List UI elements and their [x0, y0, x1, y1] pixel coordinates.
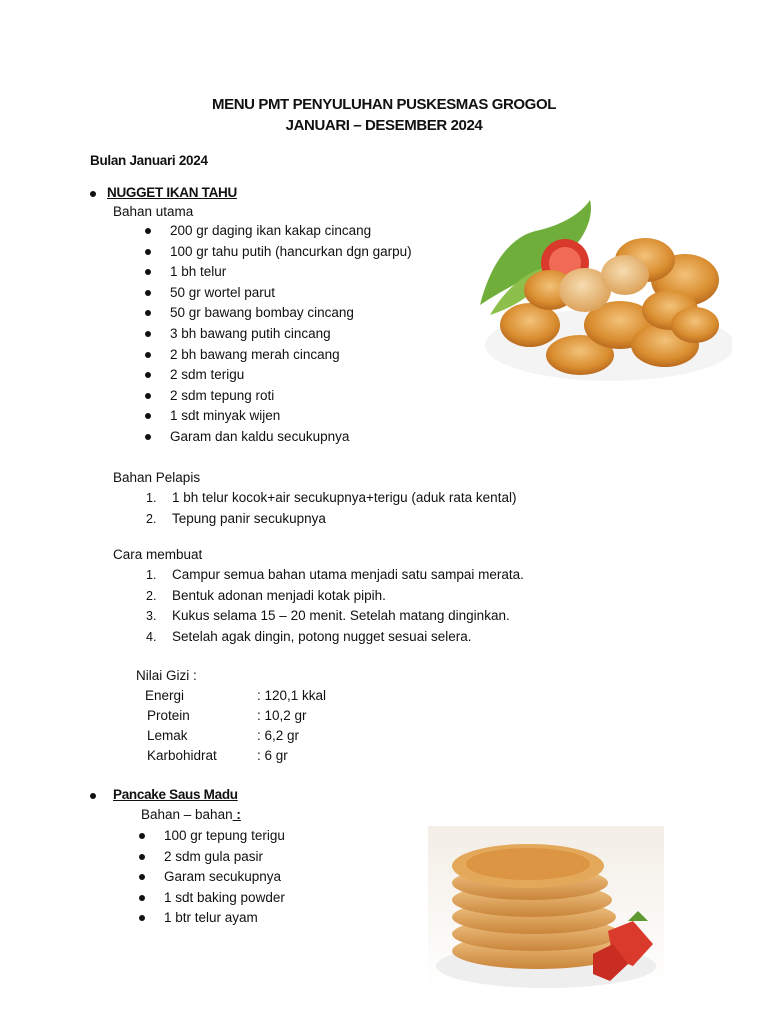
list-item: 2. Tepung panir secukupnya	[146, 510, 326, 526]
pancake-photo	[428, 826, 664, 989]
recipe1-main-label: Bahan utama	[113, 204, 194, 219]
doc-title-line1: MENU PMT PENYULUHAN PUSKESMAS GROGOL	[212, 96, 556, 113]
bullet-dot-icon	[145, 434, 151, 440]
nutrition-value: : 10,2 gr	[257, 708, 307, 723]
bullet-dot-icon	[145, 269, 151, 275]
list-item: 1 sdt baking powder	[164, 888, 285, 909]
nutrition-name: Energi	[145, 688, 185, 703]
nutrition-name: Karbohidrat	[147, 748, 217, 763]
bullet-dot-icon	[145, 310, 151, 316]
nutrition-value: : 6 gr	[257, 748, 288, 763]
list-item: 2 sdm terigu	[170, 365, 412, 386]
list-item: 50 gr wortel parut	[170, 283, 412, 304]
bullet-dot-icon	[145, 413, 151, 419]
list-item: 1 bh telur	[170, 262, 412, 283]
recipe2-name: Pancake Saus Madu	[113, 787, 238, 802]
list-item: 3. Kukus selama 15 – 20 menit. Setelah matang dinginkan.	[146, 608, 510, 624]
list-item: 1. Campur semua bahan utama menjadi satu sampai merata.	[146, 567, 524, 582]
list-item: 200 gr daging ikan kakap cincang	[170, 221, 412, 242]
bullet-dot-icon	[145, 393, 151, 399]
bullet-dot-icon	[139, 854, 145, 860]
bullet-dot-icon	[139, 833, 145, 839]
recipe1-steps-list	[146, 565, 524, 647]
nutrition-name: Lemak	[147, 728, 188, 743]
list-item: 50 gr bawang bombay cincang	[170, 303, 412, 324]
bullet-dot-icon	[145, 372, 151, 378]
nutrition-name: Protein	[147, 708, 190, 723]
bullet-dot-icon	[139, 895, 145, 901]
bullet-dot-icon	[145, 249, 151, 255]
list-item: 1 sdt minyak wijen	[170, 406, 412, 427]
bullet-dot-icon	[145, 352, 151, 358]
list-item: 2 sdm tepung roti	[170, 386, 412, 407]
list-item: 1. 1 bh telur kocok+air secukupnya+terigu (aduk rata kental)	[146, 490, 517, 505]
list-item: 2. Bentuk adonan menjadi kotak pipih.	[146, 587, 386, 603]
recipe1-name: NUGGET IKAN TAHU	[107, 185, 237, 200]
bullet-dot-icon	[139, 874, 145, 880]
bullet-dot-icon	[145, 228, 151, 234]
month-heading: Bulan Januari 2024	[90, 153, 208, 168]
recipe1-coat-label: Bahan Pelapis	[113, 470, 201, 485]
list-item: 4. Setelah agak dingin, potong nugget sesuai selera.	[146, 628, 472, 644]
recipe1-steps-label: Cara membuat	[113, 547, 203, 562]
bullet-dot-icon	[90, 191, 96, 197]
list-item: Garam dan kaldu secukupnya	[170, 427, 412, 448]
bullet-dot-icon	[145, 331, 151, 337]
list-item: 100 gr tepung terigu	[164, 826, 285, 847]
list-item: 100 gr tahu putih (hancurkan dgn garpu)	[170, 242, 412, 263]
nutrition-value: : 6,2 gr	[257, 728, 300, 743]
recipe2-ingredients-label: Bahan – bahan :	[141, 807, 241, 822]
list-item: 3 bh bawang putih cincang	[170, 324, 412, 345]
list-item: 2 bh bawang merah cincang	[170, 345, 412, 366]
nugget-photo	[470, 195, 732, 385]
list-item: 1 btr telur ayam	[164, 908, 285, 929]
recipe2-ingredients-list	[164, 826, 285, 929]
doc-title-line2: JANUARI – DESEMBER 2024	[285, 117, 483, 134]
list-item: 2 sdm gula pasir	[164, 847, 285, 868]
nutrition-label: Nilai Gizi :	[136, 668, 197, 683]
bullet-dot-icon	[139, 915, 145, 921]
bullet-dot-icon	[145, 290, 151, 296]
list-item: Garam secukupnya	[164, 867, 285, 888]
bullet-dot-icon	[90, 793, 96, 799]
nutrition-value: : 120,1 kkal	[257, 688, 327, 703]
recipe1-main-list	[170, 221, 412, 448]
recipe1-coat-list	[146, 488, 517, 529]
